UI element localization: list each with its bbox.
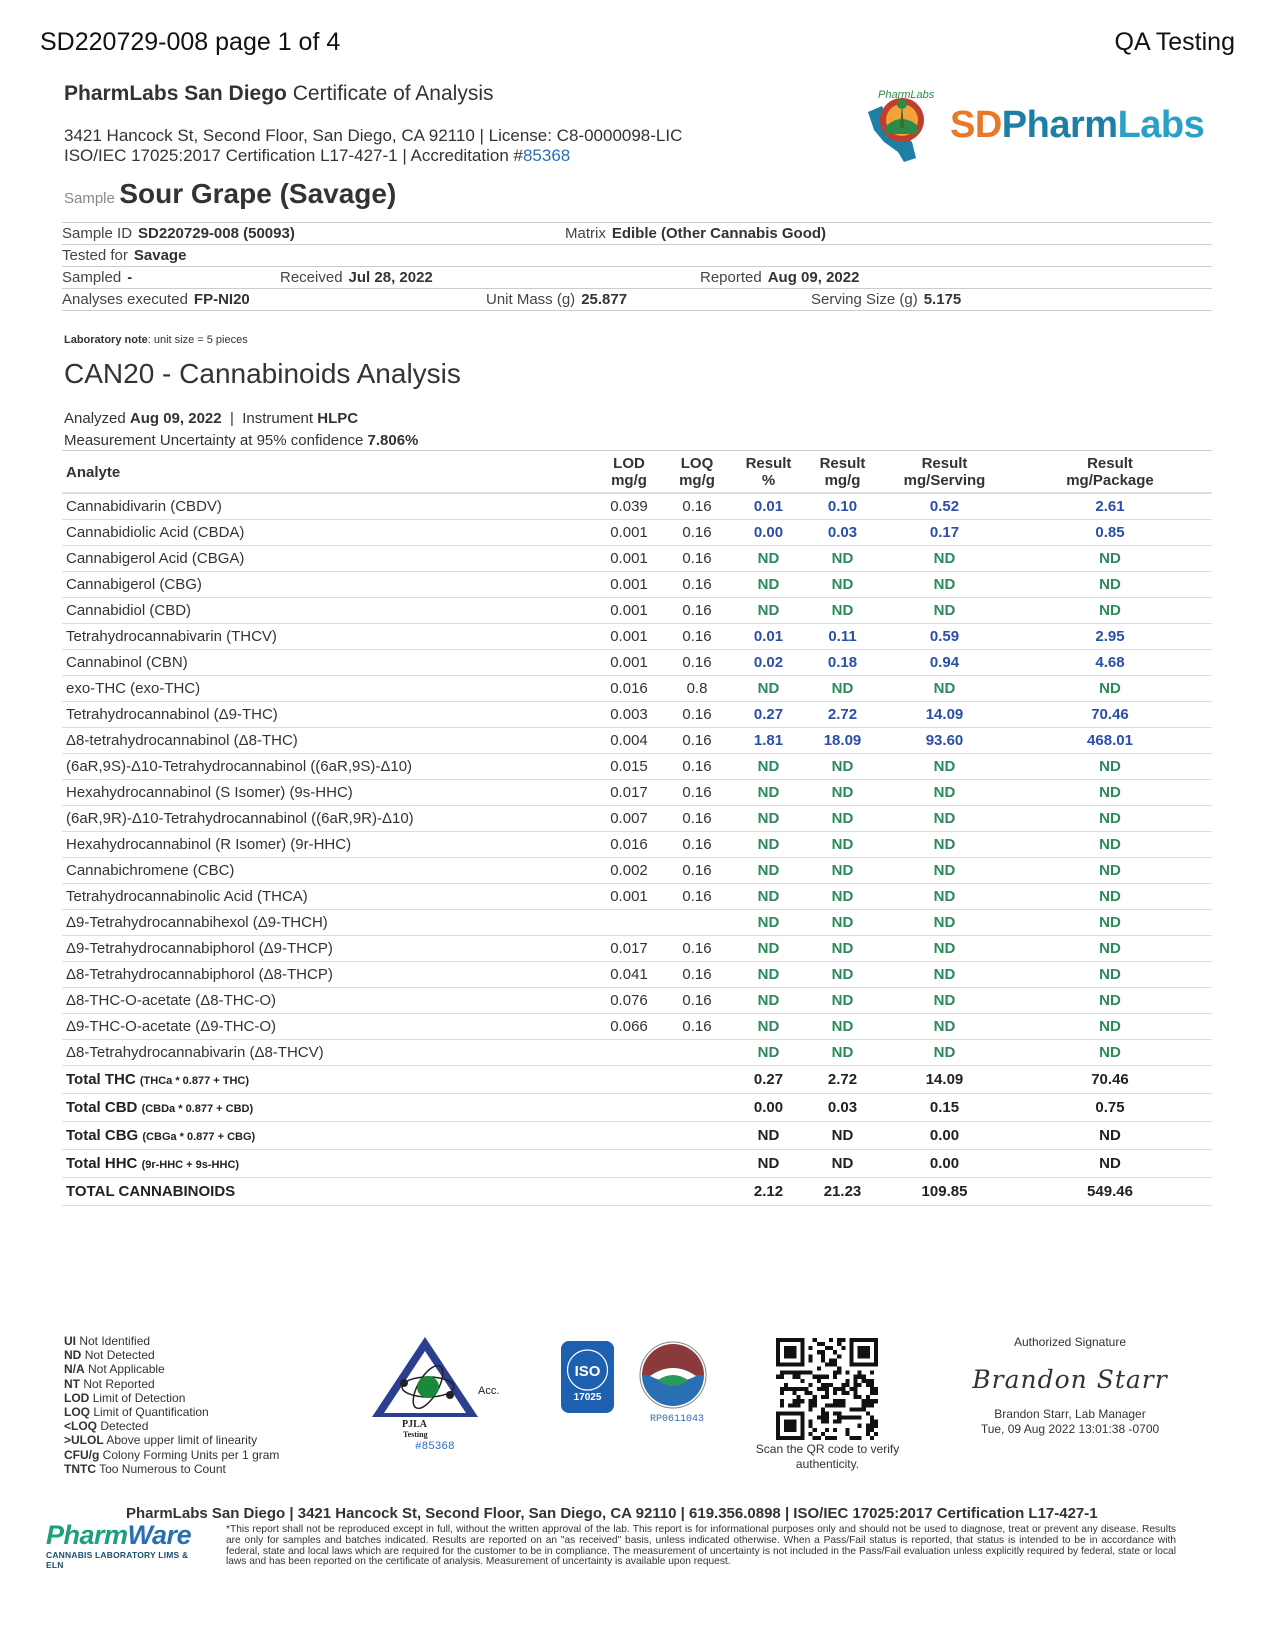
result-mgg: ND [804, 988, 881, 1014]
total-pct: 0.00 [733, 1094, 804, 1122]
tested-for-value: Savage [133, 247, 187, 264]
analyte-name: (6aR,9R)-Δ10-Tetrahydrocannabinol ((6aR,9R)-Δ10) [62, 806, 597, 832]
lod-value: 0.066 [597, 1014, 661, 1040]
result-package: ND [1008, 754, 1212, 780]
lab-title-suffix: Certificate of Analysis [292, 82, 494, 105]
lod-value: 0.007 [597, 806, 661, 832]
lod-value: 0.016 [597, 676, 661, 702]
result-pct: 0.02 [733, 650, 804, 676]
result-pct: 0.01 [733, 624, 804, 650]
total-row [62, 1066, 1212, 1094]
result-mgg: ND [804, 1040, 881, 1066]
document-id: SD220729-008 page 1 of 4 [40, 28, 341, 56]
total-name: Total THC (THCa * 0.877 + THC) [62, 1066, 597, 1094]
col-analyte: Analyte [62, 451, 597, 494]
total-row [62, 1094, 1212, 1122]
result-serving: ND [881, 754, 1008, 780]
loq-value: 0.16 [661, 650, 733, 676]
result-package: ND [1008, 910, 1212, 936]
result-mgg: ND [804, 884, 881, 910]
result-mgg: ND [804, 1014, 881, 1040]
pjla-triangle-icon [370, 1335, 480, 1420]
lod-value: 0.001 [597, 884, 661, 910]
result-package: 70.46 [1008, 702, 1212, 728]
result-pct: ND [733, 754, 804, 780]
analyzed-date: Aug 09, 2022 [129, 410, 222, 427]
analyte-name: Tetrahydrocannabinolic Acid (THCA) [62, 884, 597, 910]
sdpharmlabs-logo [860, 82, 1210, 172]
result-mgg: ND [804, 910, 881, 936]
signature-heading: Authorized Signature [1013, 1335, 1127, 1349]
total-serving: 109.85 [881, 1178, 1008, 1206]
result-mgg: ND [804, 858, 881, 884]
result-pct: ND [733, 936, 804, 962]
result-mgg: 0.11 [804, 624, 881, 650]
result-mgg: ND [804, 832, 881, 858]
lod-value: 0.004 [597, 728, 661, 754]
result-serving: ND [881, 806, 1008, 832]
table-row [62, 493, 1212, 520]
total-serving: 0.00 [881, 1150, 1008, 1178]
loq-value: 0.16 [661, 936, 733, 962]
result-mgg: ND [804, 780, 881, 806]
loq-value [661, 910, 733, 936]
analyte-name: Cannabichromene (CBC) [62, 858, 597, 884]
table-row [62, 676, 1212, 702]
total-mgg: ND [804, 1122, 881, 1150]
loq-value: 0.16 [661, 572, 733, 598]
table-row [62, 936, 1212, 962]
lod-value: 0.001 [597, 546, 661, 572]
result-mgg: 0.10 [804, 493, 881, 520]
table-row [62, 650, 1212, 676]
pjla-sub: Testing [403, 1430, 428, 1439]
analyte-name: Cannabidiolic Acid (CBDA) [62, 520, 597, 546]
total-formula: (9r-HHC + 9s-HHC) [141, 1159, 240, 1171]
loq-value: 0.16 [661, 624, 733, 650]
result-package: 4.68 [1008, 650, 1212, 676]
info-row-dates: Sampled - Received Jul 28, 2022 Reported Aug 09, 2022 [62, 266, 1212, 288]
lod-value: 0.016 [597, 832, 661, 858]
legend-item: CFU/g Colony Forming Units per 1 gram [64, 1447, 280, 1462]
loq-value: 0.16 [661, 754, 733, 780]
analyte-name: Tetrahydrocannabivarin (THCV) [62, 624, 597, 650]
loq-value: 0.16 [661, 832, 733, 858]
loq-value: 0.16 [661, 728, 733, 754]
lod-value: 0.002 [597, 858, 661, 884]
result-package: ND [1008, 988, 1212, 1014]
total-formula: (THCa * 0.877 + THC) [139, 1075, 250, 1087]
result-package: ND [1008, 1014, 1212, 1040]
result-mgg: ND [804, 936, 881, 962]
result-serving: 0.59 [881, 624, 1008, 650]
table-row [62, 806, 1212, 832]
result-serving: ND [881, 936, 1008, 962]
sample-info-grid [62, 222, 1212, 311]
result-package: ND [1008, 780, 1212, 806]
analyte-name: Hexahydrocannabinol (S Isomer) (9s-HHC) [62, 780, 597, 806]
analyte-name: (6aR,9S)-Δ10-Tetrahydrocannabinol ((6aR,9S)-Δ10) [62, 754, 597, 780]
dod-elap-badge [638, 1340, 713, 1425]
result-package: 468.01 [1008, 728, 1212, 754]
total-name: Total CBD (CBDa * 0.877 + CBD) [62, 1094, 597, 1122]
result-package: ND [1008, 832, 1212, 858]
iso-badge-icon [560, 1340, 615, 1414]
total-row [62, 1178, 1212, 1206]
svg-text:17025: 17025 [573, 1392, 602, 1403]
total-row [62, 1150, 1212, 1178]
table-row [62, 988, 1212, 1014]
result-pct: ND [733, 988, 804, 1014]
total-mgg: 2.72 [804, 1066, 881, 1094]
result-package: ND [1008, 962, 1212, 988]
total-pct: 0.27 [733, 1066, 804, 1094]
lod-value: 0.076 [597, 988, 661, 1014]
result-pct: ND [733, 572, 804, 598]
footer-disclaimer: *This report shall not be reproduced except in full, without the written approval of the lab. This report is for informational purposes only and should not be used to diagnose, treat or prevent any disease. Results are only for samples and batches indicated. Results are reported on an "as received" basis, unless indicated otherwise. When a Pass/Fail status is reported, that status is intended to be in accordance with federal, state and local laws which are required for the customer to be in compliance. The measurement of uncertainty is not included in the Pass/Fail evaluation unless explicitly required by federal, state or local laws and has been reported on the certificate of analysis. Measurement of uncertainty is available upon request. [226, 1524, 1176, 1568]
result-pct: 1.81 [733, 728, 804, 754]
table-row [62, 884, 1212, 910]
result-mgg: ND [804, 962, 881, 988]
logo-arc-text: PharmLabs [878, 89, 935, 101]
result-mgg: 0.18 [804, 650, 881, 676]
reported-value: Aug 09, 2022 [767, 269, 860, 286]
handwritten-signature: Brandon Starr [972, 1365, 1168, 1394]
loq-value: 0.16 [661, 493, 733, 520]
analyte-name: exo-THC (exo-THC) [62, 676, 597, 702]
lod-value: 0.001 [597, 650, 661, 676]
result-mgg: ND [804, 546, 881, 572]
loq-value: 0.16 [661, 780, 733, 806]
pjla-acc-text: Acc. [478, 1385, 500, 1397]
total-mgg: 21.23 [804, 1178, 881, 1206]
authorized-signature-block [970, 1335, 1170, 1437]
matrix-value: Edible (Other Cannabis Good) [611, 225, 827, 242]
total-name: Total HHC (9r-HHC + 9s-HHC) [62, 1150, 597, 1178]
analyte-name: Δ9-Tetrahydrocannabihexol (Δ9-THCH) [62, 910, 597, 936]
table-row [62, 624, 1212, 650]
info-row-sample-id: Sample ID SD220729-008 (50093) Matrix Edible (Other Cannabis Good) [62, 222, 1212, 244]
iso-17025-badge [560, 1340, 615, 1414]
result-serving: ND [881, 546, 1008, 572]
col-result-pct: Result % [733, 451, 804, 494]
verification-qr-code[interactable] [776, 1338, 878, 1440]
result-mgg: 2.72 [804, 702, 881, 728]
result-mgg: ND [804, 806, 881, 832]
dod-seal-icon [638, 1340, 708, 1412]
total-mgg: ND [804, 1150, 881, 1178]
result-pct: ND [733, 884, 804, 910]
analysis-meta: Analyzed Aug 09, 2022 | Instrument HLPC Measurement Uncertainty at 95% confidence 7.806% [64, 410, 419, 449]
result-pct: ND [733, 910, 804, 936]
abbreviation-legend [64, 1334, 294, 1476]
loq-value: 0.16 [661, 806, 733, 832]
legend-item: UI Not Identified [64, 1334, 151, 1348]
svg-text:ISO: ISO [574, 1363, 601, 1380]
legend-item: LOD Limit of Detection [64, 1390, 186, 1405]
lod-value: 0.017 [597, 936, 661, 962]
result-mgg: 0.03 [804, 520, 881, 546]
analyte-name: Hexahydrocannabinol (R Isomer) (9r-HHC) [62, 832, 597, 858]
info-row-tested-for: Tested for Savage [62, 244, 1212, 266]
loq-value: 0.16 [661, 520, 733, 546]
analyte-name: Δ8-Tetrahydrocannabiphorol (Δ8-THCP) [62, 962, 597, 988]
lod-value: 0.039 [597, 493, 661, 520]
result-pct: 0.27 [733, 702, 804, 728]
total-package: 70.46 [1008, 1066, 1212, 1094]
lab-cert-line [64, 146, 682, 166]
col-result-serving: Result mg/Serving [881, 451, 1008, 494]
lod-value: 0.001 [597, 520, 661, 546]
total-package: 549.46 [1008, 1178, 1212, 1206]
result-mgg: ND [804, 572, 881, 598]
table-row [62, 962, 1212, 988]
total-serving: 14.09 [881, 1066, 1008, 1094]
header-qa-testing: QA Testing [1114, 28, 1235, 56]
info-row-analyses: Analyses executed FP-NI20 Unit Mass (g) 25.877 Serving Size (g) 5.175 [62, 288, 1212, 311]
cert-text: ISO/IEC 17025:2017 Certification L17-427-1 | Accreditation # [64, 146, 523, 165]
result-serving: 93.60 [881, 728, 1008, 754]
legend-item: >ULOL Above upper limit of linearity [64, 1433, 258, 1448]
result-pct: ND [733, 806, 804, 832]
analyte-name: Δ8-THC-O-acetate (Δ8-THC-O) [62, 988, 597, 1014]
result-serving: 14.09 [881, 702, 1008, 728]
analyte-name: Δ9-Tetrahydrocannabiphorol (Δ9-THCP) [62, 936, 597, 962]
table-row [62, 1014, 1212, 1040]
table-row [62, 1040, 1212, 1066]
analyses-value: FP-NI20 [193, 291, 250, 308]
total-row [62, 1122, 1212, 1150]
result-pct: ND [733, 1040, 804, 1066]
loq-value: 0.16 [661, 546, 733, 572]
sample-heading [64, 178, 396, 210]
legend-item: TNTC Too Numerous to Count [64, 1461, 226, 1476]
result-serving: ND [881, 780, 1008, 806]
table-row [62, 858, 1212, 884]
total-serving: 0.15 [881, 1094, 1008, 1122]
result-serving: ND [881, 1014, 1008, 1040]
total-package: ND [1008, 1150, 1212, 1178]
table-row [62, 832, 1212, 858]
received-value: Jul 28, 2022 [348, 269, 433, 286]
qr-caption: Scan the QR code to verify authenticity. [755, 1442, 900, 1471]
result-pct: ND [733, 546, 804, 572]
table-row [62, 728, 1212, 754]
california-map-icon [860, 82, 950, 172]
result-pct: ND [733, 780, 804, 806]
result-package: ND [1008, 884, 1212, 910]
loq-value [661, 1040, 733, 1066]
result-pct: 0.00 [733, 520, 804, 546]
analysis-title: CAN20 - Cannabinoids Analysis [64, 358, 461, 389]
legend-item: <LOQ Detected [64, 1419, 149, 1434]
lod-value: 0.001 [597, 624, 661, 650]
result-serving: ND [881, 1040, 1008, 1066]
serving-size-value: 5.175 [923, 291, 962, 308]
total-pct: 2.12 [733, 1178, 804, 1206]
analyte-name: Tetrahydrocannabinol (Δ9-THC) [62, 702, 597, 728]
analyte-name: Δ8-Tetrahydrocannabivarin (Δ8-THCV) [62, 1040, 597, 1066]
total-package: 0.75 [1008, 1094, 1212, 1122]
lod-value: 0.003 [597, 702, 661, 728]
sample-label: Sample [64, 190, 115, 207]
signature-date: Tue, 09 Aug 2022 13:01:38 -0700 [980, 1422, 1160, 1436]
total-formula: (CBGa * 0.877 + CBG) [142, 1131, 256, 1143]
result-serving: ND [881, 910, 1008, 936]
lod-value: 0.001 [597, 572, 661, 598]
table-row [62, 702, 1212, 728]
accreditation-link[interactable]: 85368 [522, 146, 571, 165]
pharmware-logo: PharmWare CANNABIS LABORATORY LIMS & ELN [46, 1520, 192, 1570]
analyte-name: Cannabidiol (CBD) [62, 598, 597, 624]
analyte-name: Cannabidivarin (CBDV) [62, 493, 597, 520]
legend-item: N/A Not Applicable [64, 1362, 165, 1377]
loq-value: 0.16 [661, 962, 733, 988]
loq-value: 0.16 [661, 884, 733, 910]
pjla-number[interactable]: #85368 [415, 1441, 455, 1453]
logo-wordmark: SDPharmLabs [950, 104, 1205, 146]
sample-name: Sour Grape (Savage) [119, 178, 397, 209]
lab-title [64, 82, 494, 106]
legend-item: NT Not Reported [64, 1376, 155, 1391]
footer-address: PharmLabs San Diego | 3421 Hancock St, Second Floor, San Diego, CA 92110 | 619.356.0898 | ISO/IEC 17025:2017 Certification L17-427-1 [126, 1505, 1098, 1522]
result-serving: ND [881, 598, 1008, 624]
total-pct: ND [733, 1122, 804, 1150]
result-serving: ND [881, 884, 1008, 910]
result-package: ND [1008, 598, 1212, 624]
pjla-accreditation-badge [370, 1335, 510, 1453]
table-row [62, 754, 1212, 780]
result-mgg: ND [804, 754, 881, 780]
result-package: ND [1008, 1040, 1212, 1066]
total-serving: 0.00 [881, 1122, 1008, 1150]
table-row [62, 546, 1212, 572]
total-pct: ND [733, 1150, 804, 1178]
analyte-name: Δ9-THC-O-acetate (Δ9-THC-O) [62, 1014, 597, 1040]
lab-address-line: 3421 Hancock St, Second Floor, San Diego, CA 92110 | License: C8-0000098-LIC [64, 126, 683, 145]
loq-value: 0.8 [661, 676, 733, 702]
lab-address-block [64, 126, 682, 166]
signer-name: Brandon Starr, Lab Manager [994, 1407, 1146, 1421]
result-package: ND [1008, 676, 1212, 702]
result-pct: ND [733, 676, 804, 702]
result-serving: ND [881, 988, 1008, 1014]
analyte-name: Δ8-tetrahydrocannabinol (Δ8-THC) [62, 728, 597, 754]
col-result-package: Result mg/Package [1008, 451, 1212, 494]
result-package: ND [1008, 858, 1212, 884]
loq-value: 0.16 [661, 598, 733, 624]
lod-value: 0.041 [597, 962, 661, 988]
legend-item: LOQ Limit of Quantification [64, 1405, 209, 1420]
unit-mass-value: 25.877 [581, 291, 628, 308]
result-serving: 0.94 [881, 650, 1008, 676]
lod-value [597, 910, 661, 936]
col-lod: LOD mg/g [597, 451, 661, 494]
result-serving: ND [881, 676, 1008, 702]
instrument-value: HLPC [317, 410, 359, 427]
analyte-name: Cannabinol (CBN) [62, 650, 597, 676]
sampled-value: - [127, 269, 133, 286]
analyte-name: Cannabigerol Acid (CBGA) [62, 546, 597, 572]
result-package: 2.61 [1008, 493, 1212, 520]
result-pct: ND [733, 1014, 804, 1040]
result-serving: 0.17 [881, 520, 1008, 546]
result-pct: ND [733, 598, 804, 624]
dod-number: RP0611043 [650, 1414, 705, 1425]
result-pct: 0.01 [733, 493, 804, 520]
result-package: ND [1008, 546, 1212, 572]
table-row [62, 598, 1212, 624]
result-package: ND [1008, 806, 1212, 832]
result-package: 2.95 [1008, 624, 1212, 650]
result-serving: 0.52 [881, 493, 1008, 520]
result-pct: ND [733, 858, 804, 884]
result-package: ND [1008, 572, 1212, 598]
cannabinoids-table [62, 450, 1212, 1206]
result-serving: ND [881, 858, 1008, 884]
sample-id-value: SD220729-008 (50093) [138, 225, 295, 242]
lod-value: 0.001 [597, 598, 661, 624]
loq-value: 0.16 [661, 858, 733, 884]
pjla-name: PJLA [402, 1419, 427, 1430]
laboratory-note: Laboratory note: unit size = 5 pieces [64, 334, 248, 346]
total-package: ND [1008, 1122, 1212, 1150]
total-name: TOTAL CANNABINOIDS [62, 1178, 597, 1206]
result-package: 0.85 [1008, 520, 1212, 546]
table-header-row [62, 451, 1212, 494]
lod-value [597, 1040, 661, 1066]
legend-item: ND Not Detected [64, 1348, 155, 1363]
analyte-name: Cannabigerol (CBG) [62, 572, 597, 598]
result-pct: ND [733, 962, 804, 988]
result-pct: ND [733, 832, 804, 858]
table-row [62, 910, 1212, 936]
lod-value: 0.017 [597, 780, 661, 806]
result-mgg: ND [804, 598, 881, 624]
loq-value: 0.16 [661, 988, 733, 1014]
total-mgg: 0.03 [804, 1094, 881, 1122]
result-package: ND [1008, 936, 1212, 962]
col-result-mgg: Result mg/g [804, 451, 881, 494]
table-row [62, 572, 1212, 598]
result-mgg: 18.09 [804, 728, 881, 754]
lod-value: 0.015 [597, 754, 661, 780]
lab-name: PharmLabs San Diego [64, 82, 287, 105]
table-row [62, 780, 1212, 806]
result-serving: ND [881, 832, 1008, 858]
loq-value: 0.16 [661, 1014, 733, 1040]
uncertainty-value: 7.806% [367, 432, 419, 449]
qr-code-icon [776, 1338, 878, 1440]
result-serving: ND [881, 572, 1008, 598]
total-formula: (CBDa * 0.877 + CBD) [141, 1103, 254, 1115]
result-serving: ND [881, 962, 1008, 988]
result-mgg: ND [804, 676, 881, 702]
total-name: Total CBG (CBGa * 0.877 + CBG) [62, 1122, 597, 1150]
loq-value: 0.16 [661, 702, 733, 728]
col-loq: LOQ mg/g [661, 451, 733, 494]
table-row [62, 520, 1212, 546]
